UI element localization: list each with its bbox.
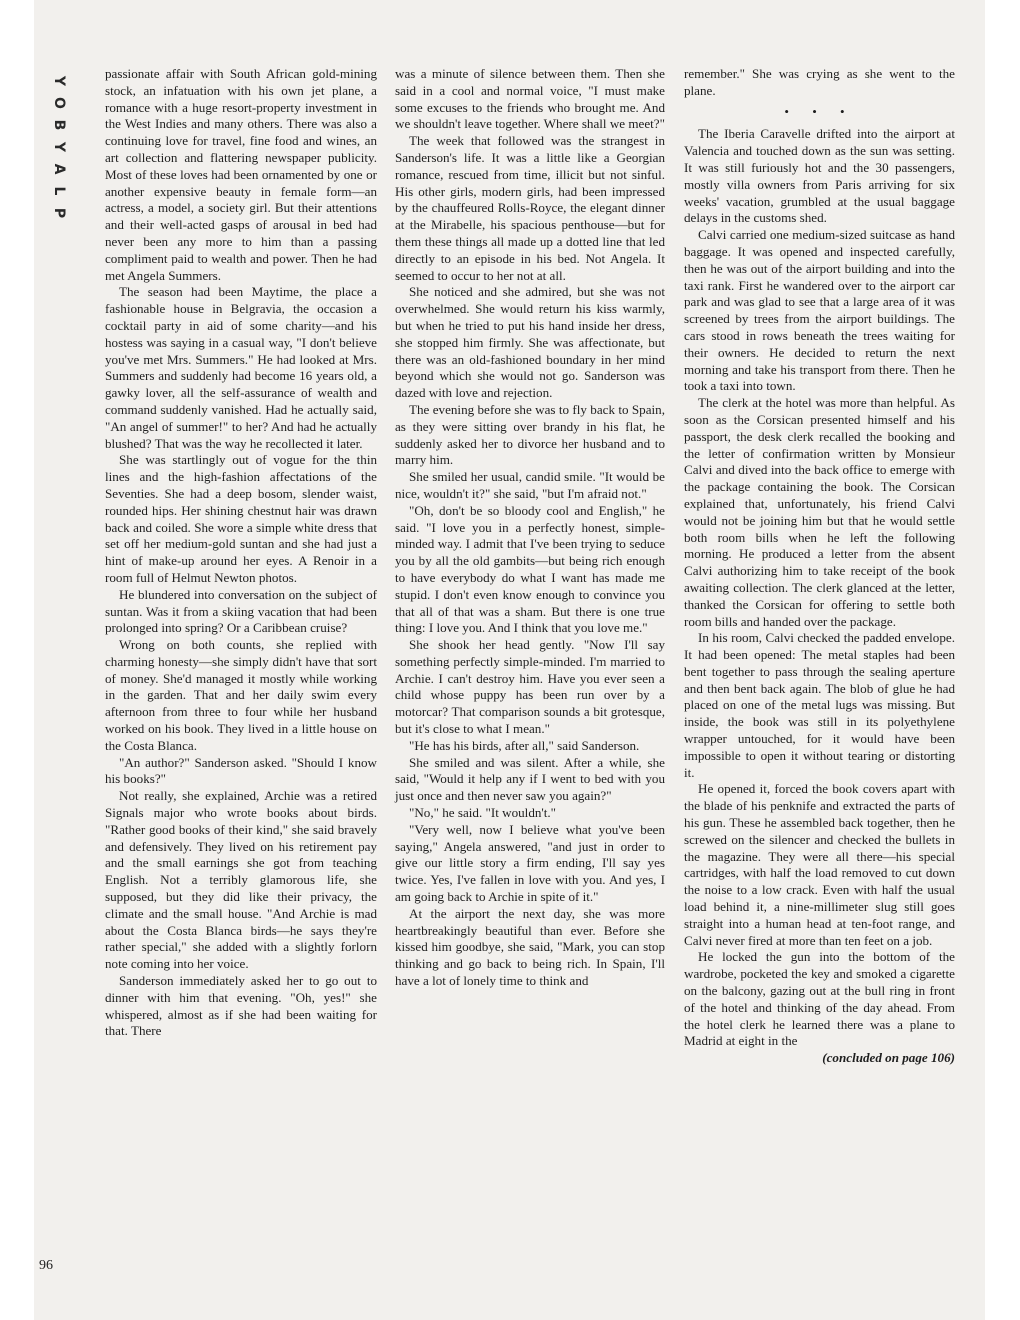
- spine-letter: Y: [51, 75, 67, 87]
- spine-letter: P: [51, 207, 67, 219]
- page-number: 96: [39, 1258, 53, 1273]
- paragraph: was a minute of silence between them. Then she said in a cool and normal voice, "I must make some excuses to the friends who brought me. And we shouldn't leave together. Where shall we meet?": [395, 66, 665, 132]
- paragraph: "Very well, now I believe what you've been saying," Angela answered, "and just in order to give our little story a firm ending, I'll say yes twice. Yes, I've fallen in love with you. And yes, I am going back to Archie in spite of it.": [395, 821, 665, 905]
- spine-letter: Y: [51, 141, 67, 153]
- column-1: [105, 66, 377, 1040]
- section-break: • • •: [784, 103, 855, 119]
- paragraph: remember." She was crying as she went to the plane.: [684, 66, 955, 98]
- paragraph: She was startlingly out of vogue for the thin lines and the high-fashion affectations of the Seventies. She had a deep bosom, slender waist, rounded hips. Her shining chestnut hair was drawn back and coiled. She wore a simple white dress that set off her medium-gold suntan and she had just a hint of make-up around her eyes. A Renoir in a room full of Helmut Newton photos.: [105, 452, 377, 585]
- paragraph: Not really, she explained, Archie was a retired Signals major who wrote books about birds. "Rather good books of their kind," she said bravely and defensively. They lived on his retirement pay and the small earnings she got from teaching English. Not a terribly glamorous life, she supposed, but they did like their privacy, the climate and the small house. "And Archie is mad about the Costa Blanca birds—he says they're rather special," she added with a slightly forlorn note coming into her voice.: [105, 788, 377, 972]
- paragraph: The Iberia Caravelle drifted into the airport at Valencia and touched down as the sun was setting. It was still furiously hot and the 30 passengers, mostly villa owners from Paris arriving for six weeks' vacation, grumbled at the usual baggage delays in the customs shed.: [684, 126, 955, 226]
- column-2: [395, 66, 665, 990]
- paragraph: "Oh, don't be so bloody cool and English," he said. "I love you in a perfectly honest, simple-minded way. I admit that I've been trying to seduce you by all the old gambits—but being rich enough to have everybody do what I want has made me stupid. I don't even know enough to convince you that all of that was a sham. But there is one true thing: I love you. And I think that you love me.": [395, 502, 665, 636]
- spine-letter: A: [51, 163, 67, 175]
- paragraph: Calvi carried one medium-sized suitcase as hand baggage. It was opened and inspected carefully, then he was out of the airport building and into the taxi rank. First he wandered over to the airport car park and was glad to see that a large area of it was screened by trees from the airport buildings. The cars stood in rows beneath the trees waiting for their owners. He decided to return the next morning and take his transport from there. Then he took a taxi into town.: [684, 227, 955, 394]
- paragraph: She noticed and she admired, but she was not overwhelmed. She would return his kiss warmly, but when he tried to put his hand inside her dress, she stopped him firmly. She was affectionate, but there was an old-fashioned boundary in her mind beyond which she would not go. Sanderson was dazed with love and rejection.: [395, 284, 665, 401]
- paragraph: The clerk at the hotel was more than helpful. As soon as the Corsican presented himself and his passport, the desk clerk recalled the booking and the letter of confirmation written by Monsieur Calvi and dived into the back office to emerge with the package containing the book. The Corsican explained that, unfortunately, his friend Calvi would not be joining him but that he would settle both room bills when he left the following morning. He produced a letter from the absent Calvi authorizing him to take receipt of the book awaiting collection. The clerk glanced at the letter, thanked the Corsican for offering to settle both room bills and handed over the package.: [684, 395, 955, 629]
- paragraph: He locked the gun into the bottom of the wardrobe, pocketed the key and smoked a cigarette on the balcony, gazing out at the bull ring in front of the hotel and thinking of the day ahead. From the hotel clerk he learned there was a plane to Madrid at eight in the: [684, 949, 955, 1049]
- paragraph: Sanderson immediately asked her to go out to dinner with him that evening. "Oh, yes!" she whispered, almost as if she had been waiting for that. There: [105, 973, 377, 1039]
- spine-letter: L: [51, 186, 67, 196]
- paragraph: passionate affair with South African gold-mining stock, an infatuation with his own jet plane, a romance with a huge resort-property investment in the West Indies and many others. There was also a continuing love for travel, fine food and wines, an art collection and flattering newspaper publicity. Most of these loves had been ornamented by one or another expensive beauty in female form—an actress, a model, a society girl. But their attentions and their well-acted gasps of arousal in bed had never been any more to him than a passing compliment paid to wealth and power. Then he had met Angela Summers.: [105, 66, 377, 283]
- paragraph: "An author?" Sanderson asked. "Should I know his books?": [105, 754, 377, 787]
- continued-note: (concluded on page 106): [822, 1050, 955, 1066]
- paragraph: The season had been Maytime, the place a fashionable house in Belgravia, the occasion a cocktail party in aid of some charity—and his hostess was saying in a casual way, "I don't believe you've met Mrs. Summers." He had looked at Mrs. Summers and suddenly had become 16 years old, a gawky lover, all the self-assurance of wealth and command suddenly vanished. Had he actually said, "An angel of summer!" to her? And had he actually blushed? That was the way he recollected it later.: [105, 284, 377, 451]
- paragraph: She smiled and was silent. After a while, she said, "Would it help any if I went to bed with you just once and then never saw you again?": [395, 754, 665, 804]
- spine-letter: O: [51, 97, 67, 109]
- paragraph: She smiled her usual, candid smile. "It would be nice, wouldn't it?" she said, "but I'm afraid not.": [395, 469, 665, 501]
- spine-title: [48, 70, 70, 224]
- column-3: [684, 66, 955, 1067]
- paragraph: Wrong on both counts, she replied with charming honesty—she simply didn't have that sort of money. She'd managed it mostly while working in the garden. That and her daily swim every afternoon from three to four while her husband worked on his book. They lived in a little house on the Costa Blanca.: [105, 637, 377, 753]
- paragraph: He opened it, forced the book covers apart with the blade of his penknife and extracted the parts of his gun. These he assembled back together, then he screwed on the silencer and checked the bullets in the magazine. They were all there—his special cartridges, with half the load removed to cut down the noise to a low crack. Even with half the usual load behind it, a nine-millimeter slug still goes straight into a human head at ten-foot range, and Calvi never fired at more than ten feet on a job.: [684, 781, 955, 948]
- paragraph: He blundered into conversation on the subject of suntan. Was it from a skiing vacation that had been prolonged into spring? Or a Caribbean cruise?: [105, 586, 377, 636]
- paragraph: The week that followed was the strangest in Sanderson's life. It was a little like a Georgian romance, rescued from time, illicit but not sinful. His other girls, modern girls, had been impressed by the chauffeured Rolls-Royce, the elegant dinner at the Mirabelle, his spacious penthouse—but for them these things all made up a dotted line that led directly to an episode in his bed. Not Angela. It seemed to occur to her not at all.: [395, 133, 665, 283]
- spine-letter: B: [51, 119, 67, 131]
- paragraph: At the airport the next day, she was more heartbreakingly beautiful than ever. Before she kissed him goodbye, she said, "Mark, you can stop thinking and go back to being rich. In Spain, I'll have a lot of lonely time to think and: [395, 905, 665, 989]
- paragraph: She shook her head gently. "Now I'll say something perfectly simple-minded. I'm married to Archie. I can't destroy him. Have you ever seen a child whose puppy has been run over by a motorcar? That comparison sounds a bit grotesque, but it's close to what I mean.": [395, 637, 665, 737]
- paragraph: "No," he said. "It wouldn't.": [409, 805, 557, 821]
- paragraph: "He has his birds, after all," said Sanderson.: [409, 737, 640, 753]
- paragraph: In his room, Calvi checked the padded envelope. It had been opened: The metal staples had been bent together to pass through the sealing aperture and then bent back again. The blob of glue he had placed on one of the metal lugs was missing. But inside, the book was still in its polyethylene wrapper untouched, for it would have been impossible to open it without tearing or distorting it.: [684, 630, 955, 780]
- paragraph: The evening before she was to fly back to Spain, as they were sitting over brandy in his flat, he suddenly asked her to divorce her husband and to marry him.: [395, 401, 665, 468]
